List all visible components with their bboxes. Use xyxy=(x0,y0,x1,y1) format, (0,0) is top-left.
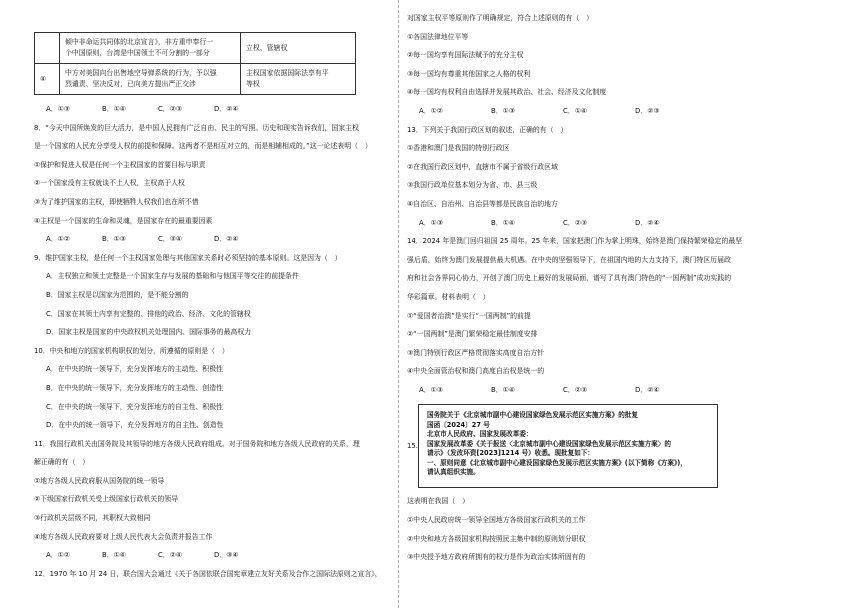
table-cell-num: ④ xyxy=(35,64,60,95)
cell-line: 主权国家依据国际法享有平 xyxy=(246,69,329,77)
q15-block xyxy=(407,404,817,488)
option-a[interactable]: A．①③ xyxy=(419,218,443,227)
q10-option[interactable]: A．在中央的统一领导下，充分发挥地方的主动性、积极性 xyxy=(46,365,223,374)
cell-line: 个中国原则，台湾是中国领土不可分割的一部分 xyxy=(65,49,210,57)
q12-item: ①各国法律地位平等 xyxy=(407,32,469,41)
q15-item: ①中央人民政府统一领导全国地方各级国家行政机关的工作 xyxy=(407,516,586,525)
q13-item: ③我国行政单位基本划分为省、市、县三级 xyxy=(407,181,538,190)
option-b[interactable]: B．①④ xyxy=(102,105,126,113)
option-c[interactable]: C．②③ xyxy=(563,218,588,227)
q13-item: ②在我国行政区划中，直辖市不属于省级行政区域 xyxy=(407,162,558,171)
q8-options xyxy=(46,235,390,244)
option-d[interactable]: D．②④ xyxy=(214,105,239,113)
option-d[interactable]: D．③④ xyxy=(214,551,239,560)
table-cell-right xyxy=(241,33,356,64)
q8-item: ①保护和促进人权是任何一个主权国家的首要目标与职责 xyxy=(34,160,206,169)
q12-item: ④每一国均有权利自由选择并发展其政治、社会、经济及文化制度 xyxy=(407,88,607,97)
cell-line: 中方对美国向台出售地空导弹系统的行为，予以强 xyxy=(65,69,217,77)
left-column xyxy=(34,0,390,588)
q8-item: ②一个国家没有主权就谈不上人权，主权高于人权 xyxy=(34,179,185,188)
cell-line: 烈谴责、坚决反对，已向美方提出严正交涉 xyxy=(65,80,196,88)
notice-line: 国家发展改革委《关于报送〈北京城市副中心建设国家绿色发展示范区实施方案〉的 xyxy=(427,439,671,448)
column-divider xyxy=(398,0,399,608)
q9-option[interactable]: A．主权独立和领土完整是一个国家生存与发展的基础和与他国平等交往的前提条件 xyxy=(46,272,299,281)
cell-line: 等权 xyxy=(246,80,260,88)
option-a[interactable]: A．①② xyxy=(46,235,70,244)
option-a[interactable]: A．①② xyxy=(419,106,443,115)
option-a[interactable]: A．①③ xyxy=(419,385,443,394)
q11-item: ②下级国家行政机关受上级国家行政机关的领导 xyxy=(34,495,178,504)
q7-options xyxy=(46,105,390,114)
q8-stem: 是一个国家的人民充分享受人权的前提和保障。这两者不是相互对立的，而是相辅相成的。”这一论述表明（ ） xyxy=(34,142,372,151)
q11-stem: 11．我国行政机关由国务院及其领导的地方各级人民政府组成。对于国务院和地方各级人民政府的关系，理 xyxy=(34,439,360,448)
cell-line: 立权、管辖权 xyxy=(246,43,288,52)
option-c[interactable]: C．②④ xyxy=(158,551,183,560)
notice-line: 请认真组织实施。 xyxy=(427,467,480,476)
option-c[interactable]: C．②③ xyxy=(563,385,588,394)
q14-item: ②“一国两制”是澳门繁荣稳定最佳制度安排 xyxy=(407,330,538,339)
option-d[interactable]: D．②④ xyxy=(635,385,660,394)
q10-option[interactable]: D．在中央的统一领导下，充分发挥地方的自主性、创造性 xyxy=(46,421,224,430)
q13-options xyxy=(419,219,817,228)
q15-number: 15. xyxy=(407,442,418,451)
q13-item: ④自治区、自治州、自治县等都是民族自治的地方 xyxy=(407,199,558,208)
notice-line: 国函〔2024〕27 号 xyxy=(427,420,490,429)
q9-option[interactable]: C．国家在其领土内享有完整的、排他的政治、经济、文化的管辖权 xyxy=(46,309,251,318)
option-b[interactable]: B．①④ xyxy=(102,551,126,560)
q15-stem: 这表明在我国（ ） xyxy=(407,497,470,506)
q11-item: ④地方各级人民政府要对上级人民代表大会负责并报告工作 xyxy=(34,532,213,541)
q11-item: ①地方各级人民政府服从国务院的统一领导 xyxy=(34,476,165,485)
q8-item: ③为了维护国家的主权，即使牺牲人权我们也在所不惜 xyxy=(34,197,199,206)
state-council-notice xyxy=(418,404,718,488)
q14-stem: 14．2024 年是澳门回归祖国 25 周年。25 年来，国家把澳门作为掌上明珠，始终是澳门保持繁荣稳定的最坚 xyxy=(407,237,743,246)
q13-stem: 13．下列关于我国行政区划的叙述，正确的有（ ） xyxy=(407,125,568,134)
option-c[interactable]: C．①④ xyxy=(563,106,588,115)
q9-option[interactable]: D．国家主权是国家的中央政权机关处理国内、国际事务的最高权力 xyxy=(46,328,252,337)
q14-item: ④中央全面管治权和澳门高度自治权是统一的 xyxy=(407,367,545,376)
q10-stem: 10．中央和地方的国家机构职权的划分，所遵循的原则是（ ） xyxy=(34,346,229,355)
q14-item: ③澳门特别行政区严格贯彻落实高度自治方针 xyxy=(407,348,545,357)
table-row xyxy=(35,64,356,95)
q14-stem: 府和社会各界同心协力，开创了澳门历史上最好的发展局面，谱写了具有澳门特色的“一国两制”成功实践的 xyxy=(407,274,732,283)
option-b[interactable]: B．①③ xyxy=(491,106,515,115)
q9-option[interactable]: B．国家主权是以国家为范围的，是不能分割的 xyxy=(46,290,189,299)
q10-option[interactable]: C．在中央的统一领导下，充分发挥地方的自主性、积极性 xyxy=(46,402,224,411)
notice-line: 国务院关于《北京城市副中心建设国家绿色发展示范区实施方案》的批复 xyxy=(427,411,638,420)
option-d[interactable]: D．②④ xyxy=(214,235,239,244)
option-c[interactable]: C．②③ xyxy=(158,105,183,113)
option-b[interactable]: B．①③ xyxy=(102,235,126,244)
option-d[interactable]: D．②④ xyxy=(635,218,660,227)
q14-stem: 华彩篇章。材料表明（ ） xyxy=(407,292,490,301)
table-row xyxy=(35,33,356,64)
table-cell-num xyxy=(35,33,60,64)
q12-item: ③每一国均有尊重其他国家之人格的权利 xyxy=(407,69,531,78)
table-cell-right xyxy=(241,64,356,95)
q11-item: ③行政机关层级不同，其职权大致相同 xyxy=(34,514,151,523)
q9-stem: 9．维护国家主权，是任何一个主权国家处理与其他国家关系时必须坚持的基本原则。这是因为（ ） xyxy=(34,253,342,262)
comparison-table xyxy=(34,32,356,95)
q12-stem: 12．1970 年 10 月 24 日，联合国大会通过《关于各国依联合国宪章建立友好关系及合作之国际法原则之宣言》， xyxy=(34,569,382,578)
option-d[interactable]: D．②③ xyxy=(635,106,660,115)
q12-stem-cont: 对国家主权平等原则作了明确规定，符合上述原则的有（ ） xyxy=(407,14,594,22)
q10-option[interactable]: B．在中央的统一领导下，充分发挥地方的主动性、创造性 xyxy=(46,383,223,392)
q11-options xyxy=(46,551,390,560)
q15-item: ③中央授予地方政府所拥有的权力是作为政治实体所固有的 xyxy=(407,553,586,562)
table-cell-content xyxy=(60,33,241,64)
q14-options xyxy=(419,386,817,395)
q12-item: ②每一国均享有国际法赋予的充分主权 xyxy=(407,51,524,60)
option-a[interactable]: A．①③ xyxy=(46,105,70,113)
notice-line: 请示》（发改环资[2023]1214 号）收悉。现批复如下： xyxy=(427,449,595,458)
q14-item: ①“爱国者治澳”是实行“一国两制”的前提 xyxy=(407,311,531,320)
notice-line: 一、原则同意《北京城市副中心建设国家绿色发展示范区实施方案》(以下简称《方案》)， xyxy=(427,458,687,467)
table-cell-content xyxy=(60,64,241,95)
q8-stem: 8．“今天中国所焕发的巨大活力，是中国人民拥有广泛自由、民主的写照。历史和现实告诉我们，国家主权 xyxy=(34,123,359,132)
option-b[interactable]: B．①④ xyxy=(491,218,515,227)
q12-options xyxy=(419,107,817,116)
right-column xyxy=(407,14,817,572)
option-b[interactable]: B．①④ xyxy=(491,385,515,394)
q8-item: ④主权是一个国家的生命和灵魂，是国家存在的最重要因素 xyxy=(34,216,213,225)
q14-stem: 强后盾，始终为澳门发展提供最大机遇。在中央的坚强领导下，在祖国内地的大力支持下，澳门特区历届政 xyxy=(407,255,731,264)
notice-line: 北京市人民政府、国家发展改革委： xyxy=(427,430,533,439)
q15-item: ②中央和地方各级国家机构按照民主集中制的原则划分职权 xyxy=(407,534,586,543)
option-c[interactable]: C．③④ xyxy=(158,235,183,244)
option-a[interactable]: A．①② xyxy=(46,551,70,560)
cell-line: 倾中非命运共同体的北京宣言》，非方重申奉行一 xyxy=(65,38,214,46)
q11-stem: 解正确的有（ ） xyxy=(34,458,90,467)
q13-item: ①香港和澳门是我国的特别行政区 xyxy=(407,144,510,153)
